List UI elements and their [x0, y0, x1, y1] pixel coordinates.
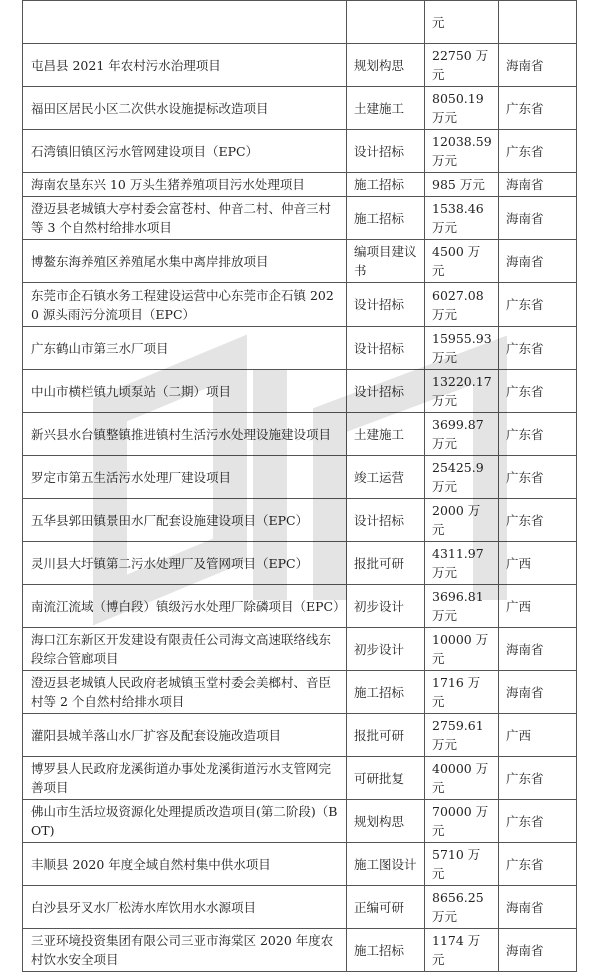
investment-amount-cell: 元 [425, 1, 499, 44]
project-stage-cell: 土建施工 [347, 413, 425, 456]
project-table [22, 0, 577, 972]
table-row [23, 585, 577, 628]
investment-amount-cell: 3696.81 万元 [425, 585, 499, 628]
region-cell: 广东省 [499, 413, 577, 456]
project-stage-cell: 报批可研 [347, 542, 425, 585]
table-row [23, 456, 577, 499]
project-stage-cell: 施工招标 [347, 173, 425, 197]
table-row [23, 843, 577, 886]
table-row [23, 240, 577, 283]
investment-amount-cell: 2759.61 万元 [425, 714, 499, 757]
project-name-cell: 新兴县水台镇整镇推进镇村生活污水处理设施建设项目 [23, 413, 347, 456]
table-row [23, 44, 577, 87]
investment-amount-cell: 40000 万元 [425, 757, 499, 800]
investment-amount-cell: 22750 万元 [425, 44, 499, 87]
region-cell: 海南省 [499, 197, 577, 240]
investment-amount-cell: 8656.25 万元 [425, 886, 499, 929]
investment-amount-cell: 5710 万元 [425, 843, 499, 886]
table-row [23, 929, 577, 972]
region-cell: 广东省 [499, 370, 577, 413]
project-stage-cell: 施工招标 [347, 671, 425, 714]
region-cell: 广西 [499, 585, 577, 628]
investment-amount-cell: 985 万元 [425, 173, 499, 197]
table-row [23, 370, 577, 413]
investment-amount-cell: 2000 万元 [425, 499, 499, 542]
investment-amount-cell: 12038.59 万元 [425, 130, 499, 173]
project-name-cell: 澄迈县老城镇人民政府老城镇玉堂村委会美榔村、音臣村等 2 个自然村给排水项目 [23, 671, 347, 714]
project-name-cell: 五华县郭田镇景田水厂配套设施建设项目（EPC） [23, 499, 347, 542]
project-stage-cell: 规划构思 [347, 800, 425, 843]
table-row [23, 542, 577, 585]
investment-amount-cell: 13220.17 万元 [425, 370, 499, 413]
investment-amount-cell: 8050.19 万元 [425, 87, 499, 130]
project-stage-cell: 设计招标 [347, 370, 425, 413]
table-row [23, 671, 577, 714]
investment-amount-cell: 6027.08 万元 [425, 283, 499, 327]
table-row [23, 499, 577, 542]
table-row [23, 714, 577, 757]
project-stage-cell: 竣工运营 [347, 456, 425, 499]
table-row [23, 283, 577, 327]
region-cell: 海南省 [499, 671, 577, 714]
project-name-cell: 博罗县人民政府龙溪街道办事处龙溪街道污水支管网完善项目 [23, 757, 347, 800]
project-stage-cell: 规划构思 [347, 44, 425, 87]
region-cell: 海南省 [499, 886, 577, 929]
project-stage-cell: 施工招标 [347, 929, 425, 972]
project-name-cell: 白沙县牙叉水厂松涛水库饮用水水源项目 [23, 886, 347, 929]
investment-amount-cell: 1716 万元 [425, 671, 499, 714]
table-row [23, 800, 577, 843]
project-table-body [23, 1, 577, 972]
table-row [23, 130, 577, 173]
table-row [23, 628, 577, 671]
project-name-cell: 佛山市生活垃圾资源化处理提质改造项目(第二阶段)（BOT) [23, 800, 347, 843]
region-cell: 海南省 [499, 628, 577, 671]
investment-amount-cell: 1174 万元 [425, 929, 499, 972]
project-name-cell: 博鳌东海养殖区养殖尾水集中离岸排放项目 [23, 240, 347, 283]
project-stage-cell: 设计招标 [347, 499, 425, 542]
investment-amount-cell: 3699.87 万元 [425, 413, 499, 456]
region-cell: 海南省 [499, 173, 577, 197]
region-cell [499, 1, 577, 44]
project-stage-cell: 报批可研 [347, 714, 425, 757]
table-row [23, 1, 577, 44]
investment-amount-cell: 4500 万元 [425, 240, 499, 283]
investment-amount-cell: 15955.93 万元 [425, 327, 499, 370]
investment-amount-cell: 70000 万元 [425, 800, 499, 843]
project-stage-cell: 设计招标 [347, 283, 425, 327]
region-cell: 广东省 [499, 800, 577, 843]
investment-amount-cell: 4311.97 万元 [425, 542, 499, 585]
project-name-cell: 海口江东新区开发建设有限责任公司海文高速联络线东段综合管廊项目 [23, 628, 347, 671]
region-cell: 海南省 [499, 929, 577, 972]
project-name-cell: 罗定市第五生活污水处理厂建设项目 [23, 456, 347, 499]
project-stage-cell: 施工招标 [347, 197, 425, 240]
table-row [23, 87, 577, 130]
table-row [23, 173, 577, 197]
project-name-cell: 澄迈县老城镇大亭村委会富苍村、仲音二村、仲音三村等 3 个自然村给排水项目 [23, 197, 347, 240]
table-row [23, 757, 577, 800]
region-cell: 广东省 [499, 87, 577, 130]
project-name-cell: 灌阳县城羊落山水厂扩容及配套设施改造项目 [23, 714, 347, 757]
project-stage-cell: 设计招标 [347, 130, 425, 173]
project-stage-cell: 设计招标 [347, 327, 425, 370]
project-name-cell: 中山市横栏镇九顷泵站（二期）项目 [23, 370, 347, 413]
project-name-cell: 东莞市企石镇水务工程建设运营中心东莞市企石镇 2020 源头雨污分流项目（EPC） [23, 283, 347, 327]
project-name-cell: 丰顺县 2020 年度全域自然村集中供水项目 [23, 843, 347, 886]
project-stage-cell [347, 1, 425, 44]
table-row [23, 197, 577, 240]
project-name-cell: 石湾镇旧镇区污水管网建设项目（EPC） [23, 130, 347, 173]
investment-amount-cell: 1538.46 万元 [425, 197, 499, 240]
project-stage-cell: 施工图设计 [347, 843, 425, 886]
region-cell: 广东省 [499, 456, 577, 499]
region-cell: 广东省 [499, 327, 577, 370]
project-name-cell: 广东鹤山市第三水厂项目 [23, 327, 347, 370]
project-name-cell: 福田区居民小区二次供水设施提标改造项目 [23, 87, 347, 130]
investment-amount-cell: 10000 万元 [425, 628, 499, 671]
region-cell: 广西 [499, 542, 577, 585]
project-name-cell: 南流江流域（博白段）镇级污水处理厂除磷项目（EPC） [23, 585, 347, 628]
investment-amount-cell: 25425.9 万元 [425, 456, 499, 499]
region-cell: 广东省 [499, 499, 577, 542]
project-stage-cell: 可研批复 [347, 757, 425, 800]
project-name-cell [23, 1, 347, 44]
table-row [23, 886, 577, 929]
region-cell: 广东省 [499, 130, 577, 173]
project-name-cell: 屯昌县 2021 年农村污水治理项目 [23, 44, 347, 87]
region-cell: 海南省 [499, 44, 577, 87]
region-cell: 海南省 [499, 240, 577, 283]
project-name-cell: 三亚环境投资集团有限公司三亚市海棠区 2020 年度农村饮水安全项目 [23, 929, 347, 972]
project-stage-cell: 土建施工 [347, 87, 425, 130]
table-row [23, 327, 577, 370]
project-stage-cell: 编项目建议书 [347, 240, 425, 283]
project-stage-cell: 初步设计 [347, 628, 425, 671]
region-cell: 广东省 [499, 757, 577, 800]
table-row [23, 413, 577, 456]
region-cell: 广东省 [499, 843, 577, 886]
project-stage-cell: 初步设计 [347, 585, 425, 628]
project-name-cell: 海南农垦东兴 10 万头生猪养殖项目污水处理项目 [23, 173, 347, 197]
document-page [22, 0, 576, 972]
region-cell: 广西 [499, 714, 577, 757]
project-stage-cell: 正编可研 [347, 886, 425, 929]
region-cell: 广东省 [499, 283, 577, 327]
project-name-cell: 灵川县大圩镇第二污水处理厂及管网项目（EPC） [23, 542, 347, 585]
